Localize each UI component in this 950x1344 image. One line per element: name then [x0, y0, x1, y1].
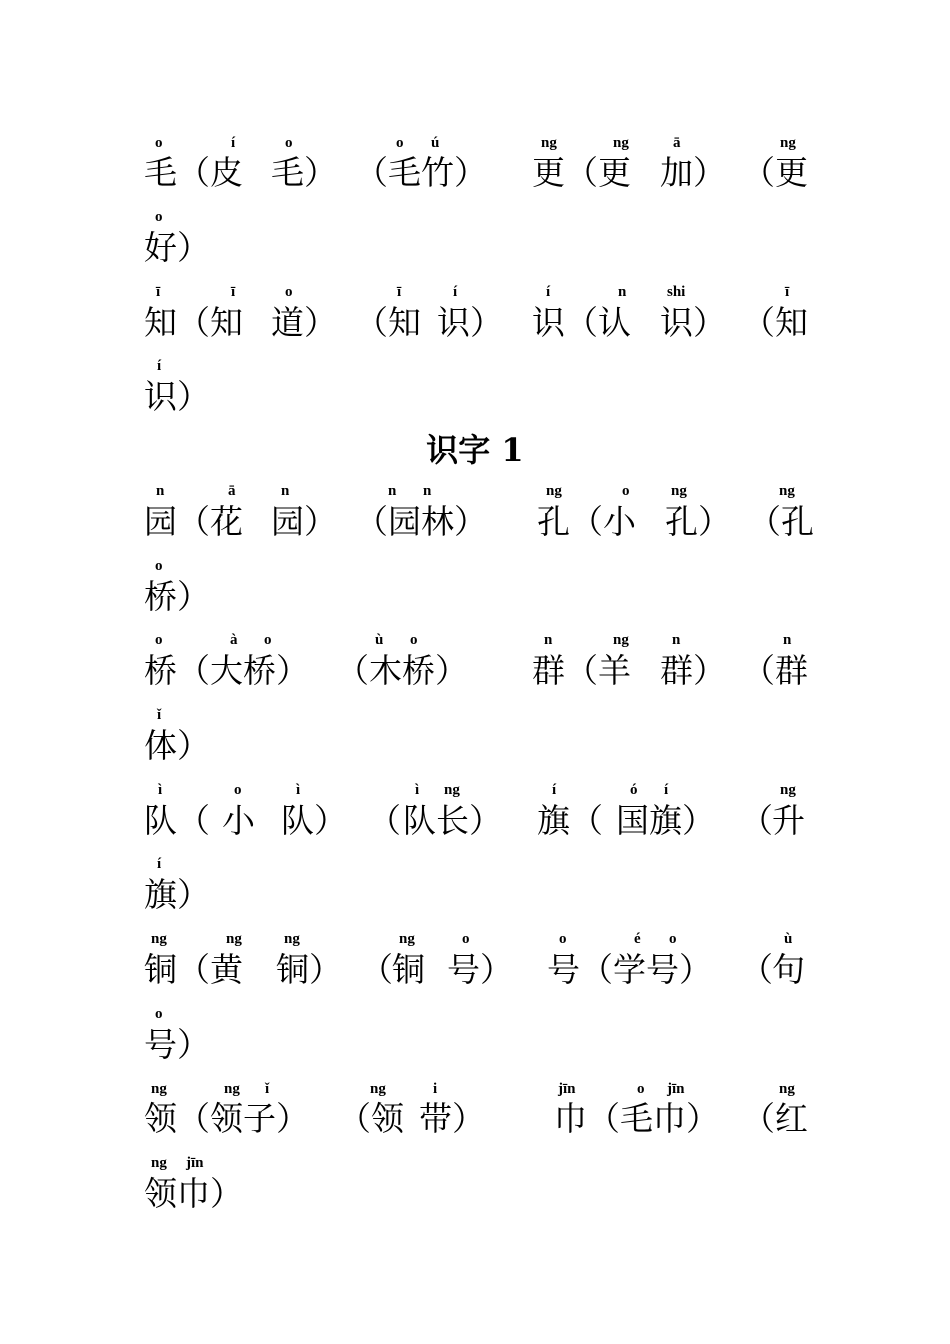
pinyin: o — [285, 284, 293, 300]
hanzi-text: 队） — [281, 801, 347, 840]
pinyin: n — [672, 632, 681, 648]
pinyin: ù — [375, 632, 384, 648]
pinyin: ng — [370, 1081, 386, 1097]
hanzi-text: 识（认 — [532, 303, 631, 342]
hanzi-text: （毛竹） — [355, 153, 487, 192]
pinyin: o — [155, 558, 163, 574]
hanzi-text: 好） — [144, 228, 210, 267]
pinyin: o — [264, 632, 272, 648]
pinyin: í — [664, 782, 669, 798]
pinyin: ā — [228, 483, 236, 499]
hanzi-text: 桥（大桥） — [144, 651, 309, 690]
pinyin: n — [281, 483, 290, 499]
pinyin: ā — [673, 135, 681, 151]
hanzi-text: 号） — [447, 950, 513, 989]
pinyin: ng — [284, 931, 300, 947]
pinyin: o — [396, 135, 404, 151]
hanzi-text: 升 — [772, 801, 805, 840]
hanzi-text: 孔（小 — [537, 502, 636, 541]
pinyin: ì — [158, 782, 163, 798]
pinyin: ī — [397, 284, 402, 300]
hanzi-text: 加） — [660, 153, 726, 192]
pinyin: n — [156, 483, 165, 499]
hanzi-text: （知 — [742, 303, 808, 342]
pinyin: ǐ — [157, 707, 162, 723]
hanzi-text: 号） — [144, 1025, 210, 1064]
pinyin: ī — [785, 284, 790, 300]
hanzi-text: 带） — [419, 1099, 485, 1138]
hanzi-text: 道） — [271, 303, 337, 342]
hanzi-text: 铜） — [276, 950, 342, 989]
hanzi-text: 号（学号） — [547, 950, 712, 989]
pinyin: í — [453, 284, 458, 300]
pinyin: í — [552, 782, 557, 798]
pinyin: o — [637, 1081, 645, 1097]
hanzi-text: （木桥） — [336, 651, 468, 690]
hanzi-text: （园林） — [355, 502, 487, 541]
hanzi-text: 铜 — [392, 950, 425, 989]
hanzi-text: （群 — [742, 651, 808, 690]
hanzi-text: 园（花 — [144, 502, 243, 541]
pinyin: o — [462, 931, 470, 947]
pinyin: n — [388, 483, 397, 499]
pinyin: ng — [780, 782, 796, 798]
pinyin: o — [410, 632, 418, 648]
pinyin: ú — [431, 135, 440, 151]
pinyin: ng — [151, 931, 167, 947]
pinyin: shi — [667, 284, 686, 300]
hanzi-text: 群（羊 — [532, 651, 631, 690]
pinyin: ng — [151, 1155, 167, 1171]
pinyin: ng — [780, 135, 796, 151]
hanzi-text: 识） — [144, 377, 210, 416]
pinyin: é — [634, 931, 641, 947]
hanzi-text: （ — [368, 801, 401, 840]
pinyin: o — [669, 931, 677, 947]
hanzi-text: （ — [740, 950, 773, 989]
hanzi-text: 队（ — [144, 801, 210, 840]
hanzi-text: （知 — [355, 303, 421, 342]
hanzi-text: 毛） — [271, 153, 337, 192]
hanzi-text: 识） — [660, 303, 726, 342]
hanzi-text: （红 — [742, 1099, 808, 1138]
hanzi-text: 领巾） — [144, 1174, 243, 1213]
pinyin: o — [155, 135, 163, 151]
pinyin: ng — [546, 483, 562, 499]
pinyin: ng — [226, 931, 242, 947]
hanzi-text: 孔） — [665, 502, 731, 541]
hanzi-text: 领（领子） — [144, 1099, 309, 1138]
pinyin: n — [544, 632, 553, 648]
pinyin: ng — [613, 632, 629, 648]
pinyin: jīn — [558, 1081, 576, 1097]
hanzi-text: （ — [360, 950, 393, 989]
hanzi-text: 园） — [271, 502, 337, 541]
hanzi-text: （领 — [338, 1099, 404, 1138]
hanzi-text: 旗） — [144, 875, 210, 914]
pinyin: o — [622, 483, 630, 499]
hanzi-text: 体） — [144, 726, 210, 765]
pinyin: ù — [784, 931, 793, 947]
hanzi-text: 队长） — [403, 801, 502, 840]
section-heading: 识字 1 — [426, 431, 524, 469]
pinyin: ng — [444, 782, 460, 798]
pinyin: ng — [399, 931, 415, 947]
pinyin: ng — [224, 1081, 240, 1097]
pinyin: n — [783, 632, 792, 648]
hanzi-text: 铜（黄 — [144, 950, 243, 989]
pinyin: ng — [671, 483, 687, 499]
pinyin: ng — [613, 135, 629, 151]
hanzi-text: 巾（毛巾） — [554, 1099, 719, 1138]
pinyin: í — [157, 856, 162, 872]
pinyin: o — [234, 782, 242, 798]
pinyin: í — [231, 135, 236, 151]
pinyin: ng — [151, 1081, 167, 1097]
pinyin: o — [285, 135, 293, 151]
pinyin: ì — [296, 782, 301, 798]
pinyin: ī — [231, 284, 236, 300]
hanzi-text: 更（更 — [532, 153, 631, 192]
pinyin: jīn — [667, 1081, 685, 1097]
pinyin: o — [155, 1006, 163, 1022]
hanzi-text: 句 — [772, 950, 805, 989]
hanzi-text: 识） — [437, 303, 503, 342]
hanzi-text: 群） — [660, 651, 726, 690]
pinyin: i — [433, 1081, 438, 1097]
hanzi-text: 毛（皮 — [144, 153, 243, 192]
hanzi-text: 桥） — [144, 577, 210, 616]
hanzi-text: 旗（ — [537, 801, 603, 840]
pinyin: ng — [779, 483, 795, 499]
hanzi-text: （更 — [742, 153, 808, 192]
hanzi-text: （孔 — [748, 502, 814, 541]
pinyin: n — [618, 284, 627, 300]
pinyin: ng — [541, 135, 557, 151]
hanzi-text: 知（知 — [144, 303, 243, 342]
pinyin: o — [155, 209, 163, 225]
pinyin: jīn — [186, 1155, 204, 1171]
pinyin: í — [157, 358, 162, 374]
hanzi-text: 小 — [222, 801, 255, 840]
pinyin: à — [230, 632, 238, 648]
pinyin: ó — [630, 782, 638, 798]
pinyin: n — [423, 483, 432, 499]
pinyin: ǐ — [265, 1081, 270, 1097]
pinyin: ng — [779, 1081, 795, 1097]
pinyin: ì — [415, 782, 420, 798]
pinyin: o — [559, 931, 567, 947]
pinyin: í — [546, 284, 551, 300]
hanzi-text: （ — [740, 801, 773, 840]
hanzi-text: 国旗） — [616, 801, 715, 840]
pinyin: ī — [156, 284, 161, 300]
pinyin: o — [155, 632, 163, 648]
